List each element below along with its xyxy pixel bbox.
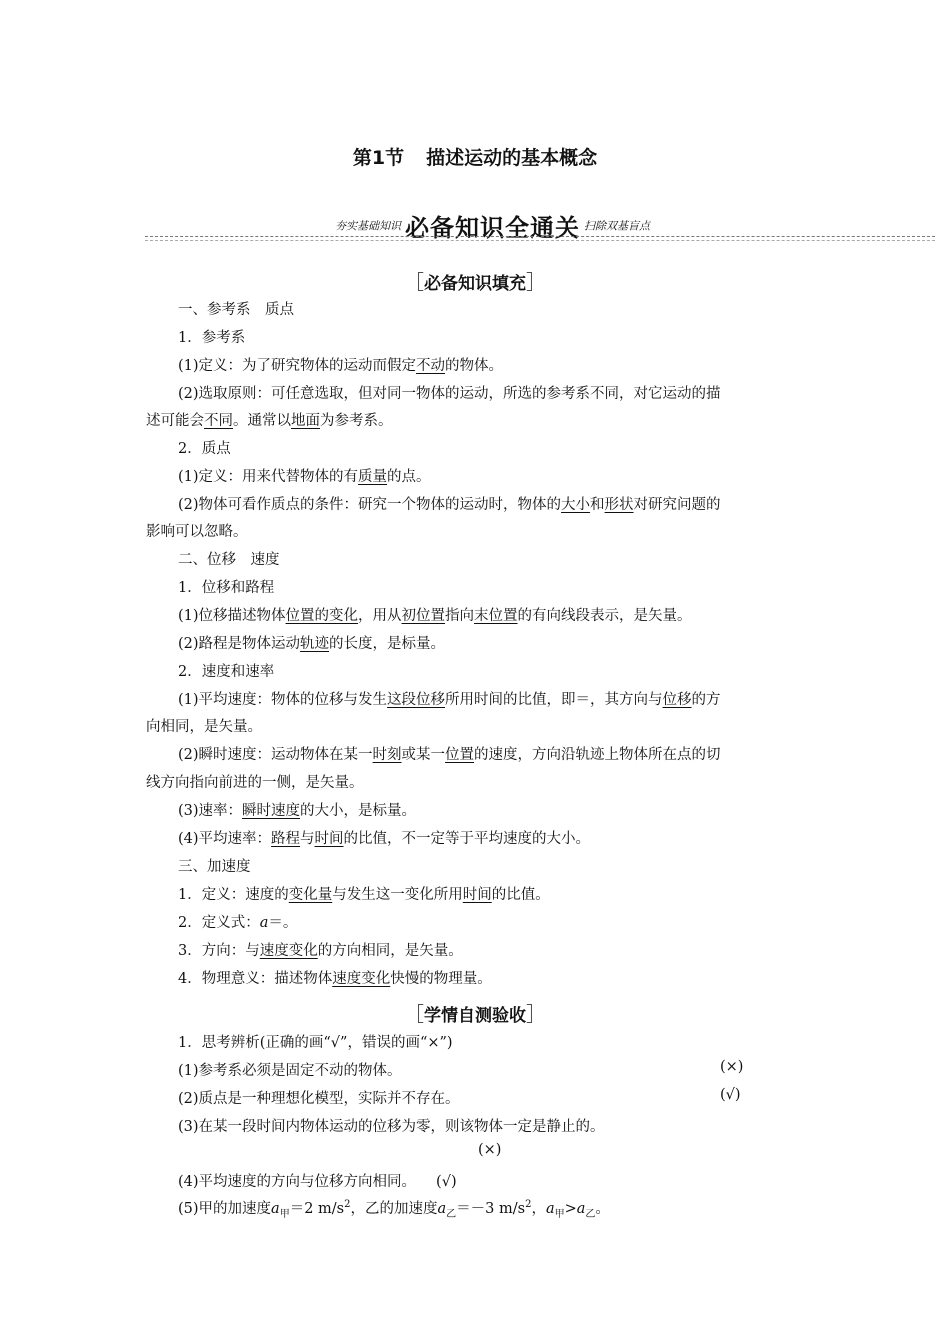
paragraph-continuation: 影响可以忽略。 — [146, 524, 248, 540]
blank-answer: 速度变化 — [259, 943, 318, 959]
paragraph: 3．方向：与速度变化的方向相同，是矢量。 — [178, 943, 463, 959]
banner-left-text: 夯实基础知识 — [335, 219, 401, 233]
self-test-section-heading: ［学情自测验收］ — [404, 1002, 546, 1026]
section-number: 第1节 — [352, 147, 405, 169]
paragraph: 1．定义：速度的变化量与发生这一变化所用时间的比值。 — [178, 887, 550, 903]
question-item: (5)甲的加速度$a_甲=2$ $m/s^2$，乙的加速度$a_乙=-3$ $m/s^2$，$a_甲>a_乙$。 — [178, 1199, 610, 1220]
paragraph: (3)速率：瞬时速度的大小，是标量。 — [178, 803, 417, 819]
paragraph: (1)位移描述物体位置的变化，用从初位置指向末位置的有向线段表示，是矢量。 — [178, 608, 692, 624]
paragraph: 4．物理意义：描述物体速度变化快慢的物理量。 — [178, 971, 492, 987]
knowledge-section-heading: ［必备知识填充］ — [404, 270, 546, 294]
blank-answer: 初位置 — [401, 608, 446, 624]
paragraph: (2)物体可看作质点的条件：研究一个物体的运动时，物体的大小和形状对研究问题的 — [178, 497, 721, 513]
page-title — [0, 143, 950, 170]
question-item: (4)平均速度的方向与位移方向相同。 (√) — [178, 1174, 457, 1190]
question-item: (3)在某一段时间内物体运动的位移为零，则该物体一定是静止的。 — [178, 1119, 605, 1135]
question-item: (2)质点是一种理想化模型，实际并不存在。 — [178, 1091, 460, 1107]
paragraph: (1)平均速度：物体的位移与发生这段位移所用时间的比值，即＝，其方向与位移的方 — [178, 692, 721, 708]
paragraph: (2)路程是物体运动轨迹的长度，是标量。 — [178, 636, 446, 652]
paragraph: (2)瞬时速度：运动物体在某一时刻或某一位置的速度，方向沿轨迹上物体所在点的切 — [178, 747, 721, 763]
blank-answer: 末位置 — [474, 608, 518, 624]
blank-answer: 时间 — [314, 831, 344, 847]
blank-answer: 位置 — [445, 747, 475, 763]
blank-answer: 变化量 — [288, 887, 333, 903]
banner-right-text: 扫除双基盲点 — [584, 219, 650, 233]
blank-answer: 时间 — [462, 887, 492, 903]
blank-answer: 位置的变化 — [285, 608, 359, 624]
paragraph-continuation: 线方向指向前进的一侧，是矢量。 — [146, 775, 364, 791]
blank-answer: 不动 — [416, 358, 446, 374]
paragraph: (4)平均速率：路程与时间的比值，不一定等于平均速度的大小。 — [178, 831, 591, 847]
blank-answer: 位移 — [662, 692, 692, 708]
question-intro: 1．思考辨析(正确的画“√”，错误的画“×”) — [178, 1035, 453, 1051]
paragraph-continuation: 向相同，是矢量。 — [146, 719, 262, 735]
blank-answer: 轨迹 — [300, 636, 330, 652]
subheading-speed: 2．速度和速率 — [178, 664, 275, 680]
question-item: (1)参考系必须是固定不动的物体。 — [178, 1063, 402, 1079]
blank-answer: 这段位移 — [387, 692, 446, 708]
paragraph: (1)定义：用来代替物体的有质量的点。 — [178, 469, 431, 485]
heading-acceleration: 三、加速度 — [178, 859, 251, 875]
answer-mark: (√) — [436, 1174, 457, 1190]
blank-answer: 大小 — [561, 497, 591, 513]
answer-mark: (√) — [720, 1087, 741, 1103]
blank-answer: 不同 — [204, 413, 233, 429]
paragraph: 2．定义式：a＝。 — [178, 915, 298, 931]
blank-answer: 质量 — [358, 469, 388, 485]
blank-answer: 瞬时速度 — [242, 803, 301, 819]
paragraph: (1)定义：为了研究物体的运动而假定不动的物体。 — [178, 358, 504, 374]
subheading-displacement: 1．位移和路程 — [178, 580, 275, 596]
subheading-particle: 2．质点 — [178, 441, 231, 457]
banner-divider-secondary — [145, 240, 935, 241]
blank-answer: 地面 — [291, 413, 320, 429]
banner-main-text: 必备知识全通关 — [405, 214, 580, 242]
heading-reference-frame: 一、参考系 质点 — [178, 302, 294, 318]
paragraph: (2)选取原则：可任意选取，但对同一物体的运动，所选的参考系不同，对它运动的描 — [178, 386, 721, 402]
subheading-reference-frame: 1．参考系 — [178, 330, 246, 346]
blank-answer: 路程 — [271, 831, 301, 847]
answer-mark: (×) — [478, 1142, 502, 1158]
section-title: 描述运动的基本概念 — [426, 147, 598, 169]
section-banner — [335, 208, 650, 242]
heading-displacement-velocity: 二、位移 速度 — [178, 552, 280, 568]
answer-mark: (×) — [720, 1059, 744, 1075]
blank-answer: 时刻 — [372, 747, 402, 763]
blank-answer: 速度变化 — [332, 971, 391, 987]
banner-divider — [145, 236, 935, 237]
paragraph-continuation: 述可能会不同。通常以地面为参考系。 — [146, 413, 393, 429]
blank-answer: 形状 — [604, 497, 634, 513]
